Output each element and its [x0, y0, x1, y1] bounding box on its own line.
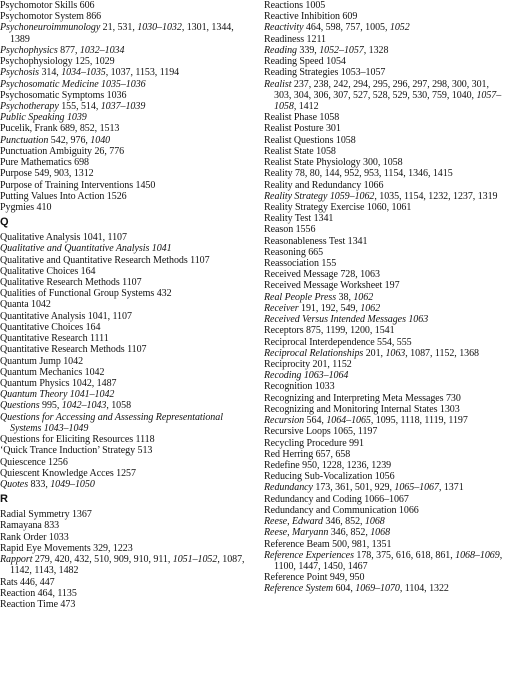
index-entry-text: , 1328 [363, 44, 389, 56]
index-entry-text-italic: 1052 [389, 22, 410, 34]
index-entry-text: 346, 852, [328, 527, 371, 539]
index-entry-text-italic: Real People Press [264, 291, 337, 303]
index-entry-text: Psychosomatic Symptoms 1036 [0, 89, 127, 101]
index-entry-text: Redundancy and Communication 1066 [264, 504, 419, 516]
index-entry-text: Reaction 464, 1135 [0, 587, 77, 599]
index-entry-text: 173, 361, 501, 929, [312, 482, 395, 494]
index-entry [264, 404, 506, 415]
index-entry [0, 56, 252, 67]
index-entry [264, 11, 506, 22]
index-entry [0, 532, 252, 543]
index-entry-text-italic: 1049–1050 [50, 478, 95, 490]
index-entry-text: Realist Phase 1058 [264, 112, 340, 124]
index-entry-text: Qualitative Research Methods 1107 [0, 277, 142, 289]
index-entry-text: Redefine 950, 1228, 1236, 1239 [264, 459, 392, 471]
index-entry [0, 577, 252, 588]
index-entry-text: Recycling Procedure 991 [264, 437, 364, 449]
index-entry-text-italic: 1069–1070 [355, 583, 400, 595]
index-entry [264, 247, 506, 258]
index-entry [264, 460, 506, 471]
index-entry [0, 599, 252, 610]
index-entry [0, 311, 252, 322]
index-entry [0, 389, 252, 400]
index-entry-text: Psychomotor System 866 [0, 11, 102, 23]
index-entry-text: Quantitative Choices 164 [0, 321, 101, 333]
index-entry-text: , 1412 [293, 100, 319, 112]
index-entry [0, 101, 252, 112]
index-entry-text: 237, 238, 242, 294, 295, 296, 297, 298, 300, 301, 303, 304, 306, 307, 527, 528, 529, 530, 759, 1040, [274, 78, 489, 101]
index-entry-text: Recognizing and Monitoring Internal States 1303 [264, 403, 460, 415]
index-entry [0, 543, 252, 554]
index-entry-text: Realist Posture 301 [264, 123, 341, 135]
index-entry [264, 236, 506, 247]
index-entry-text: Qualitative Choices 164 [0, 265, 96, 277]
index-entry-text: 38, [336, 291, 354, 303]
index-entry [264, 359, 506, 370]
index-entry-text: Received Message 728, 1063 [264, 269, 380, 281]
index-entry-text: 464, 598, 757, 1005, [303, 22, 390, 34]
index-entry [0, 0, 252, 11]
index-entry [264, 180, 506, 191]
index-entry [264, 583, 506, 594]
index-entry [0, 509, 252, 520]
index-entry-text: 542, 976, [48, 134, 91, 146]
index-entry-text: Rats 446, 447 [0, 576, 55, 588]
index-entry-text-italic: 1062 [353, 291, 374, 303]
index-entry [0, 191, 252, 202]
index-entry [0, 479, 252, 490]
index-entry [264, 449, 506, 460]
index-entry [0, 45, 252, 56]
index-entry [264, 22, 506, 33]
index-entry-text: Ramayana 833 [0, 520, 60, 532]
index-entry-text: 155, 514, [58, 100, 101, 112]
index-entry-text: Quiescent Knowledge Acces 1257 [0, 467, 136, 479]
index-entry-text-italic: Questions [0, 400, 40, 412]
index-entry-text: , 1095, 1118, 1119, 1197 [370, 415, 468, 427]
index-entry-text-italic: 1063 [385, 347, 406, 359]
index-entry [264, 224, 506, 235]
index-entry-text-italic: 1065–1067 [394, 482, 439, 494]
index-entry-text: Rank Order 1033 [0, 531, 69, 543]
index-entry [264, 123, 506, 134]
index-entry-text: 995, [39, 400, 62, 412]
index-entry [264, 471, 506, 482]
index-entry-text: Quantitative Research Methods 1107 [0, 344, 147, 356]
index-entry-text-italic: 1030–1032 [137, 22, 182, 34]
index-entry-text-italic: Reference System [264, 583, 334, 595]
index-entry [264, 202, 506, 213]
index-entry [264, 280, 506, 291]
index-entry-text-italic: Received Versus Intended Messages 1063 [264, 314, 429, 326]
index-entry-text: Qualities of Functional Group Systems 432 [0, 288, 172, 300]
index-entry-text: 178, 375, 616, 618, 861, [353, 549, 456, 561]
index-entry-text: Redundancy and Coding 1066–1067 [264, 493, 409, 505]
index-entry-text: , 1100, 1447, 1450, 1467 [274, 549, 503, 572]
index-entry-text-italic: Reactivity [264, 22, 304, 34]
index-entry-text: Pure Mathematics 698 [0, 157, 89, 169]
index-entry [264, 135, 506, 146]
index-entry [0, 180, 252, 191]
index-entry-text: Reciprocal Interdependence 554, 555 [264, 336, 412, 348]
index-entry [0, 67, 252, 78]
index-entry-text: Realist State Physiology 300, 1058 [264, 157, 403, 169]
index-entry-text: 21, 531, [100, 22, 138, 34]
index-entry-text: , 1301, 1344, 1389 [10, 22, 234, 45]
index-entry-text-italic: Psychotherapy [0, 100, 59, 112]
index-entry-text-italic: 1040 [90, 134, 111, 146]
index-entry-text-italic: Reese, Edward [264, 516, 323, 528]
index-entry-text: Qualitative and Quantitative Research Methods 1107 [0, 254, 210, 266]
index-entry-text: Reaction Time 473 [0, 598, 76, 610]
index-entry-text: Receptors 875, 1199, 1200, 1541 [264, 325, 395, 337]
index-entry-text-italic: Rapport [0, 554, 33, 566]
index-entry [264, 348, 506, 359]
index-entry-text: Putting Values Into Action 1526 [0, 190, 127, 202]
index-entry-text-italic: Receiver [264, 302, 299, 314]
index-entry-text: 564, [304, 415, 327, 427]
index-entry [0, 520, 252, 531]
index-entry-text: Reading Speed 1054 [264, 56, 346, 68]
index-entry-text: Reactions 1005 [264, 0, 326, 11]
index-entry-text: Reality Test 1341 [264, 213, 334, 225]
index-entry-text: , 1371 [438, 482, 464, 494]
index-entry [264, 314, 506, 325]
index-entry-text: Realist State 1058 [264, 145, 336, 157]
index-entry [0, 400, 252, 411]
index-entry-text-italic: Redundancy [264, 482, 313, 494]
index-entry-text-italic: 1032–1034 [79, 44, 125, 56]
index-entry [264, 494, 506, 505]
index-entry [264, 370, 506, 381]
index-entry [264, 191, 506, 202]
index-entry-text-italic: Quantum Theory 1041–1042 [0, 389, 115, 401]
index-entry [264, 79, 506, 113]
index-entry-text-italic: Realist [264, 78, 292, 90]
index-column-right [264, 0, 506, 595]
index-entry [264, 516, 506, 527]
index-entry-text: Reactive Inhibition 609 [264, 11, 358, 23]
index-entry [264, 505, 506, 516]
index-entry-text: Questions for Eliciting Resources 1118 [0, 434, 155, 446]
index-entry-text-italic: Reference Experiences [264, 549, 354, 561]
index-entry [264, 56, 506, 67]
index-entry [0, 168, 252, 179]
index-entry-text-italic: Punctuation [0, 134, 49, 146]
index-entry-text: 346, 852, [322, 516, 365, 528]
index-entry-text-italic: 1068–1069 [455, 549, 500, 561]
index-entry [0, 79, 252, 90]
index-entry [264, 34, 506, 45]
index-entry-text: Reality 78, 80, 144, 952, 953, 1154, 1346, 1415 [264, 168, 453, 180]
index-entry-text: Quiescence 1256 [0, 456, 68, 468]
index-entry-text: Recursive Loops 1065, 1197 [264, 426, 378, 438]
index-entry [264, 550, 506, 572]
index-entry-text: Reducing Sub-Vocalization 1056 [264, 471, 395, 483]
index-entry-text: Reason 1556 [264, 224, 316, 236]
index-entry-text: , 1104, 1322 [399, 583, 449, 595]
index-entry-text: Quanta 1042 [0, 299, 51, 311]
index-entry-text: Quantum Jump 1042 [0, 355, 84, 367]
index-entry [0, 255, 252, 266]
index-entry-text-italic: 1068 [370, 527, 391, 539]
index-entry [264, 292, 506, 303]
index-entry [0, 135, 252, 146]
index-entry-text: , 1058 [106, 400, 132, 412]
index-entry [0, 277, 252, 288]
index-entry [264, 325, 506, 336]
index-entry [264, 45, 506, 56]
index-entry [264, 0, 506, 11]
index-entry-text: Quantum Mechanics 1042 [0, 366, 105, 378]
index-entry [264, 258, 506, 269]
index-entry-text: Qualitative Analysis 1041, 1107 [0, 232, 127, 244]
index-entry-text-italic: Public Speaking 1039 [0, 112, 87, 124]
index-entry [0, 588, 252, 599]
index-entry-text: , 1035, 1154, 1232, 1237, 1319 [374, 190, 498, 202]
index-entry-text: Realist Questions 1058 [264, 134, 356, 146]
index-entry [264, 482, 506, 493]
index-entry-text: Received Message Worksheet 197 [264, 280, 400, 292]
index-entry-text: Reasonableness Test 1341 [264, 235, 368, 247]
index-entry [264, 213, 506, 224]
index-entry [0, 554, 252, 576]
index-entry-text: , 1037, 1153, 1194 [105, 67, 180, 79]
index-entry [0, 112, 252, 123]
index-entry [264, 157, 506, 168]
index-entry-text-italic: Reading [264, 44, 297, 56]
index-entry [0, 445, 252, 456]
index-entry [0, 299, 252, 310]
index-entry-text-italic: 1042–1043 [61, 400, 107, 412]
index-entry-text-italic: 1068 [364, 516, 385, 528]
index-entry-text: Pucelik, Frank 689, 852, 1513 [0, 123, 120, 135]
index-entry-text: Readiness 1211 [264, 33, 326, 45]
index-entry-text-italic: Reciprocal Relationships [264, 347, 364, 359]
index-entry [0, 11, 252, 22]
index-entry-text-italic: 1052–1057 [319, 44, 364, 56]
index-entry [0, 266, 252, 277]
index-entry-text: ‘Quick Trance Induction’ Strategy 513 [0, 445, 153, 457]
index-entry-text-italic: Questions for Accessing and Assessing Representational Systems 1043–1049 [0, 411, 223, 434]
index-entry-text: Recognizing and Interpreting Meta Messages 730 [264, 392, 461, 404]
index-entry-text-italic: Psychosomatic Medicine 1035–1036 [0, 78, 146, 90]
index-entry-text: , 1087, 1152, 1368 [405, 347, 479, 359]
index-entry-text-italic: Psychosis [0, 67, 39, 79]
index-entry-text: Reference Point 949, 950 [264, 572, 365, 584]
index-entry-text: 877, [57, 44, 80, 56]
index-entry-text: Rapid Eye Movements 329, 1223 [0, 542, 133, 554]
index-entry [264, 426, 506, 437]
index-entry-text: 604, [333, 583, 356, 595]
index-entry-text: Recognition 1033 [264, 381, 335, 393]
index-entry-text: 339, [296, 44, 320, 56]
index-entry-text: 201, [363, 347, 386, 359]
index-entry [0, 90, 252, 101]
index-entry [0, 243, 252, 254]
index-entry-text: Pygmies 410 [0, 201, 52, 213]
index-entry-text: Quantum Physics 1042, 1487 [0, 378, 117, 389]
index-entry [264, 393, 506, 404]
index-entry [0, 412, 252, 434]
index-entry-text: 279, 420, 432, 510, 909, 910, 911, [32, 554, 173, 566]
index-entry [0, 344, 252, 355]
index-entry [0, 123, 252, 134]
index-entry-text: Red Herring 657, 658 [264, 448, 351, 460]
index-entry [264, 337, 506, 348]
index-entry-text-italic: 1057–1058 [274, 89, 502, 112]
index-entry [264, 112, 506, 123]
index-entry-text: Quantitative Analysis 1041, 1107 [0, 310, 132, 322]
index-entry-text-italic: Qualitative and Quantitative Analysis 1041 [0, 243, 172, 255]
index-entry-text-italic: Psychophysics [0, 44, 58, 56]
index-entry [0, 202, 252, 213]
index-entry [264, 415, 506, 426]
index-entry-text-italic: 1051–1052 [172, 554, 218, 566]
index-entry-text-italic: Recoding 1063–1064 [264, 370, 349, 382]
index-entry-text-italic: 1037–1039 [100, 100, 146, 112]
index-entry [0, 367, 252, 378]
index-entry-text-italic: 1062 [360, 302, 381, 314]
index-entry-text: Purpose of Training Interventions 1450 [0, 179, 156, 191]
index-letter-heading: Q [0, 216, 9, 229]
index-entry-text: 833, [28, 478, 51, 490]
index-entry [0, 457, 252, 468]
index-entry [0, 322, 252, 333]
index-entry [0, 356, 252, 367]
index-entry [0, 468, 252, 479]
index-entry [264, 67, 506, 78]
index-entry-text: Purpose 549, 903, 1312 [0, 168, 94, 180]
index-entry-text-italic: Reality Strategy [264, 190, 328, 202]
index-entry [264, 168, 506, 179]
index-entry-text: Reality Strategy Exercise 1060, 1061 [264, 201, 412, 213]
index-entry [264, 572, 506, 583]
index-entry [264, 381, 506, 392]
index-entry-text: Reality and Redundancy 1066 [264, 179, 384, 191]
index-entry-text: Punctuation Ambiguity 26, 776 [0, 145, 125, 157]
index-entry-text-italic: 1034–1035 [61, 67, 106, 79]
index-entry [0, 157, 252, 168]
index-entry [264, 438, 506, 449]
index-entry-text: Reasoning 665 [264, 246, 324, 258]
index-entry-text-italic: 1059–1062 [329, 190, 375, 202]
index-entry-text: Psychomotor Skills 606 [0, 0, 95, 11]
index-entry-text-italic: Reese, Maryann [264, 527, 329, 539]
index-entry-text: Psychophysiology 125, 1029 [0, 56, 115, 68]
index-entry-text: Radial Symmetry 1367 [0, 509, 92, 521]
index-entry [0, 333, 252, 344]
index-entry [264, 146, 506, 157]
index-entry [0, 22, 252, 44]
index-entry-text-italic: Quotes [0, 478, 29, 490]
index-entry [264, 303, 506, 314]
index-entry [0, 288, 252, 299]
index-entry-text-italic: Recursion [264, 415, 305, 427]
index-entry-text: 191, 192, 549, [298, 302, 361, 314]
index-column-left [0, 0, 252, 610]
index-entry [0, 434, 252, 445]
index-entry-text: Reading Strategies 1053–1057 [264, 67, 386, 79]
index-entry [264, 269, 506, 280]
index-letter-heading: R [0, 493, 8, 506]
index-entry-text: Reciprocity 201, 1152 [264, 359, 352, 370]
index-entry-text: Reference Beam 500, 981, 1351 [264, 538, 392, 550]
index-entry [0, 378, 252, 389]
index-entry [0, 146, 252, 157]
index-entry-text-italic: Psychoneuroimmunology [0, 22, 101, 34]
index-entry-text-italic: 1064–1065 [326, 415, 371, 427]
index-entry-text: 314, [39, 67, 62, 79]
index-entry-text: Reassociation 155 [264, 258, 337, 270]
index-entry [264, 527, 506, 538]
index-entry [264, 539, 506, 550]
index-entry-text: , 1087, 1142, 1143, 1482 [10, 554, 245, 577]
index-entry-text: Quantitative Research 1111 [0, 333, 109, 345]
index-entry [0, 232, 252, 243]
